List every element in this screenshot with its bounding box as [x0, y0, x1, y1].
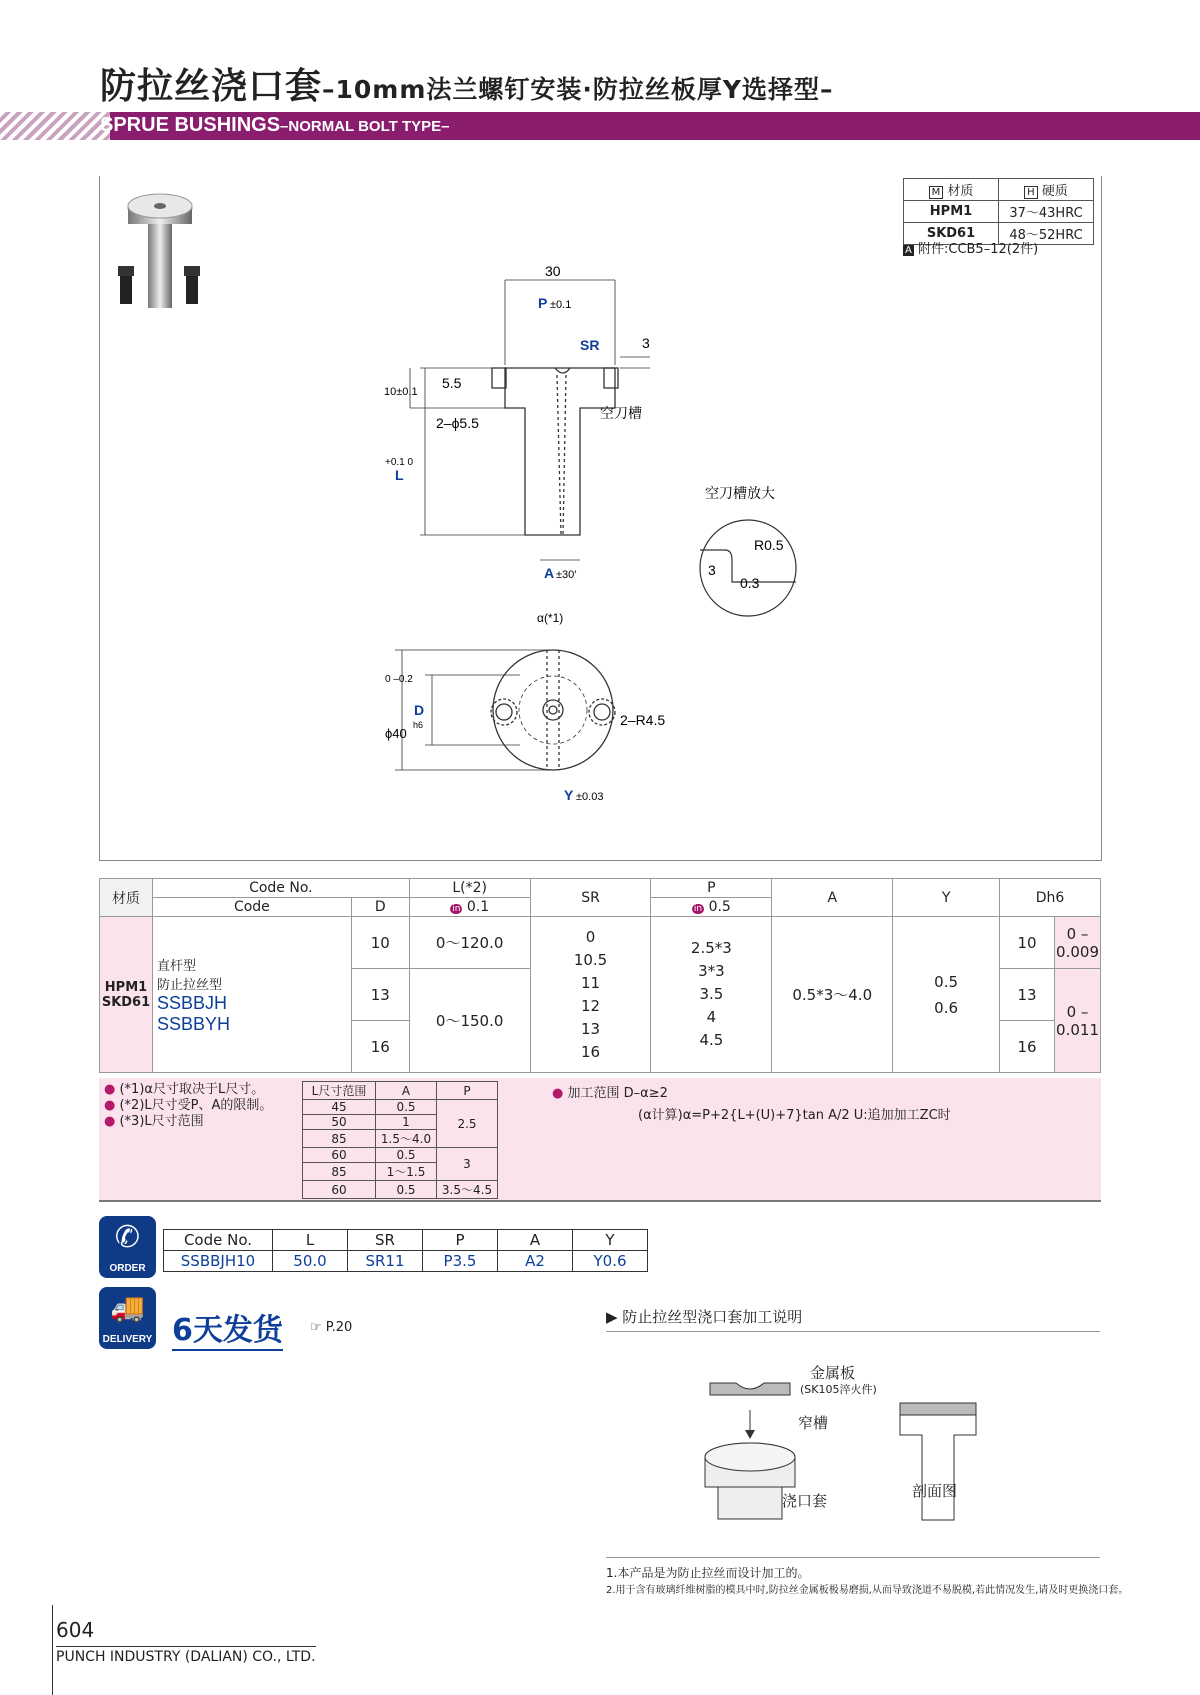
range-h: A: [376, 1082, 437, 1100]
dim-40: ϕ40: [385, 726, 407, 741]
dim-30: 30: [545, 263, 561, 279]
dim-5-5: 5.5: [442, 375, 462, 391]
dh6-tol: 0 –0.011: [1055, 969, 1101, 1073]
product-photo: [110, 178, 220, 313]
order-h: L: [273, 1230, 348, 1251]
sr-value: 11: [580, 973, 601, 992]
code-2: SSBBYH: [156, 1013, 231, 1034]
footnote-1: 1.本产品是为防止拉丝而设计加工的。: [606, 1566, 810, 1580]
dim-3: 3: [642, 335, 650, 351]
enlarge-3: 3: [708, 562, 716, 578]
p-value: 4: [706, 1008, 717, 1026]
process-title: ▶ 防止拉丝型浇口套加工说明: [606, 1306, 1100, 1332]
th-y: Y: [893, 879, 1000, 917]
dim-holes: 2–ϕ5.5: [436, 415, 479, 431]
note-3: (*3)L尺寸范围: [119, 1114, 204, 1129]
dim-r: 2–R4.5: [620, 712, 666, 728]
sr-value: 10.5: [573, 950, 608, 969]
delivery-days: 6天发货: [172, 1305, 283, 1351]
band-sub: –NORMAL BOLT TYPE–: [280, 118, 450, 135]
hardness-icon: H: [1024, 186, 1038, 199]
order-table: [163, 1229, 648, 1272]
range-l: 60: [303, 1181, 376, 1199]
footnotes: [606, 1557, 1129, 1600]
order-h: Code No.: [164, 1230, 273, 1251]
th-l-unit: 0.1: [466, 899, 490, 915]
material-icon: M: [929, 186, 944, 199]
dim-p: P: [538, 295, 548, 311]
delivery-icon: 🚚 DELIVERY: [99, 1287, 156, 1349]
title-sub: –10mm法兰螺钉安装·防拉丝板厚Y选择型–: [322, 75, 834, 104]
dim-a-tol: ±30′: [556, 569, 577, 581]
l-range-table: [302, 1081, 498, 1199]
bushing-label: 浇口套: [782, 1492, 828, 1510]
type-2: 防止拉丝型: [156, 977, 222, 993]
range-a: 0.5: [376, 1100, 437, 1115]
hardness-cell: 37～43HRC: [999, 201, 1094, 223]
accessory-icon: A: [905, 245, 912, 256]
unit-icon: in: [693, 904, 703, 914]
y-value: 0.5: [934, 972, 959, 991]
dim-a: A: [544, 565, 555, 581]
dh6-tol: 0 –0.009: [1055, 917, 1101, 969]
sr-value: 12: [580, 996, 601, 1015]
order-v: SSBBJH10: [164, 1251, 273, 1272]
order-icon: ✆ ORDER: [99, 1216, 156, 1278]
page-number: 604: [56, 1618, 95, 1642]
footnote-2: 2.用于含有玻璃纤维树脂的模具中时,防拉丝金属板极易磨损,从而导致浇道不易脱模,若此情况发生,请及时更换浇口套。: [606, 1585, 1129, 1596]
th-dh6: Dh6: [1000, 879, 1101, 917]
accessory-note: [903, 238, 1038, 257]
range-l: 60: [303, 1148, 376, 1163]
th-material: 材质: [100, 879, 153, 917]
process-range-text: 加工范围 D–α≥2: [567, 1086, 668, 1101]
order-h: A: [498, 1230, 573, 1251]
unit-icon: in: [452, 904, 461, 914]
order-v: 50.0: [273, 1251, 348, 1272]
range-a: 0.5: [376, 1181, 437, 1199]
a-value: 0.5*3～4.0: [772, 917, 893, 1073]
groove-label: 空刀槽: [600, 405, 642, 421]
plate-label: 金属板: [810, 1364, 856, 1382]
dim-l: L: [395, 467, 404, 483]
enlarge-r: R0.5: [754, 537, 784, 553]
enlarge-03: 0.3: [740, 575, 760, 591]
technical-drawing: [380, 260, 820, 820]
dim-d-sub: h6: [413, 720, 424, 730]
dh6-d: 13: [1000, 969, 1055, 1021]
dim-y: Y: [564, 787, 574, 803]
band-hatch: [0, 112, 110, 140]
process-range: ● 加工范围 D–α≥2: [552, 1086, 668, 1101]
dh6-d: 10: [1000, 917, 1055, 969]
slot-label: 窄槽: [798, 1414, 829, 1432]
dim-40-tol: 0 –0.2: [385, 674, 413, 685]
range-h: L尺寸范围: [303, 1082, 376, 1100]
order-label: ORDER: [109, 1263, 146, 1274]
range-l: 45: [303, 1100, 376, 1115]
d-value: 10: [351, 917, 409, 969]
code-1: SSBBJH: [156, 992, 228, 1013]
dim-d: D: [414, 702, 425, 718]
range-p: 3: [437, 1148, 498, 1181]
material-cell: SKD61: [904, 223, 999, 245]
order-v: Y0.6: [573, 1251, 648, 1272]
y-value: 0.6: [934, 998, 959, 1017]
th-a: A: [772, 879, 893, 917]
th-d: D: [351, 898, 409, 917]
material-table: [903, 178, 1094, 245]
row-material-1: HPM1: [104, 979, 148, 995]
th-codeno: Code No.: [152, 879, 409, 898]
alpha-calc: (α计算)α=P+2{L+(U)+7}tan A/2 U:追加加工ZC时: [638, 1108, 951, 1123]
alpha-label: α(*1): [537, 611, 564, 625]
type-1: 直杆型: [156, 958, 196, 974]
notes-left: ● (*1)α尺寸取决于L尺寸。 ● (*2)L尺寸受P、A的限制。 ● (*3)L尺寸范围: [104, 1082, 273, 1129]
band-main: SPRUE BUSHINGS: [100, 114, 281, 136]
order-v: P3.5: [423, 1251, 498, 1272]
dim-p-tol: ±0.1: [550, 299, 572, 311]
sr-value: 16: [580, 1042, 601, 1061]
order-v: A2: [498, 1251, 573, 1272]
order-h: SR: [348, 1230, 423, 1251]
range-l: 85: [303, 1163, 376, 1181]
enlarge-title: 空刀槽放大: [705, 485, 775, 501]
l-range-2: 0～150.0: [409, 969, 530, 1073]
row-material-2: SKD61: [101, 994, 151, 1010]
note-2: (*2)L尺寸受P、A的限制。: [119, 1098, 273, 1113]
range-a: 0.5: [376, 1148, 437, 1163]
section-label: 剖面图: [912, 1482, 958, 1500]
th-p: P: [651, 879, 772, 898]
range-p: 3.5～4.5: [437, 1181, 498, 1199]
dim-10: 10±0.1: [384, 386, 418, 398]
dim-y-tol: ±0.03: [576, 791, 604, 803]
p-value: 3*3: [698, 962, 725, 980]
range-a: 1～1.5: [376, 1163, 437, 1181]
hardness-header: 硬质: [1041, 184, 1068, 199]
page-title: [100, 58, 834, 109]
footer-rule: [52, 1605, 53, 1695]
sr-value: 0: [585, 927, 596, 946]
dim-sr: SR: [580, 337, 600, 353]
order-h: Y: [573, 1230, 648, 1251]
p-value: 4.5: [699, 1031, 724, 1049]
th-code: Code: [152, 898, 351, 917]
title-main: 防拉丝浇口套: [100, 66, 323, 107]
range-p: 2.5: [437, 1100, 498, 1148]
material-header: 材质: [947, 184, 974, 199]
spec-table: [99, 878, 1101, 1073]
accessory-text: 附件:CCB5–12(2件): [917, 242, 1039, 257]
sr-value: 13: [580, 1019, 601, 1038]
dim-l-tol: +0.1 0: [385, 457, 414, 468]
delivery-ref[interactable]: ☞ P.20: [310, 1320, 353, 1335]
band-title: [100, 114, 450, 137]
hardness-cell: 48～52HRC: [999, 223, 1094, 245]
th-l: L(*2): [409, 879, 530, 898]
range-l: 85: [303, 1130, 376, 1148]
range-h: P: [437, 1082, 498, 1100]
range-a: 1.5～4.0: [376, 1130, 437, 1148]
company-name: PUNCH INDUSTRY (DALIAN) CO., LTD.: [56, 1646, 316, 1665]
plate-sub: (SK105淬火件): [800, 1383, 877, 1396]
range-l: 50: [303, 1115, 376, 1130]
d-value: 16: [351, 1021, 409, 1073]
p-value: 2.5*3: [690, 939, 732, 957]
delivery-label: DELIVERY: [102, 1334, 153, 1345]
range-a: 1: [376, 1115, 437, 1130]
order-v: SR11: [348, 1251, 423, 1272]
th-sr: SR: [530, 879, 651, 917]
note-1: (*1)α尺寸取决于L尺寸。: [119, 1082, 265, 1097]
dh6-d: 16: [1000, 1021, 1055, 1073]
th-p-unit: 0.5: [708, 899, 731, 915]
material-cell: HPM1: [904, 201, 999, 223]
order-h: P: [423, 1230, 498, 1251]
p-value: 3.5: [699, 985, 724, 1003]
d-value: 13: [351, 969, 409, 1021]
l-range-1: 0～120.0: [409, 917, 530, 969]
